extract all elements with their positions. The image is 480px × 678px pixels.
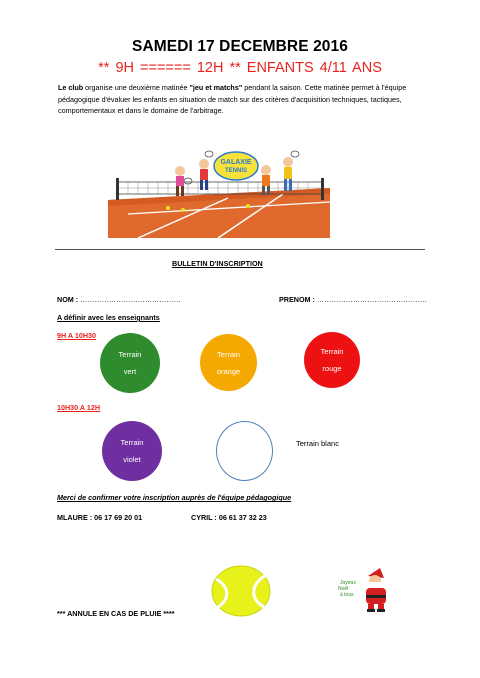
kid-figure-3: [261, 165, 271, 195]
contact-mlaure: MLAURE : 06 17 69 20 01: [57, 513, 143, 522]
court-violet-option[interactable]: [102, 421, 162, 481]
page-title: SAMEDI 17 DECEMBRE 2016: [132, 38, 348, 55]
slot2-time: 10H30 A 12H: [57, 403, 101, 412]
page-subtitle: ** 9H ====== 12H ** ENFANTS 4/11 ANS: [98, 60, 382, 76]
logo-text-line1: GALAXIE: [220, 159, 252, 166]
court-vert-line2: vert: [123, 367, 137, 376]
kid-figure-1: [175, 166, 192, 196]
section-divider: [55, 249, 425, 250]
court-orange-line1: Terrain: [217, 349, 240, 359]
svg-text:Noël: Noël: [338, 586, 349, 592]
court-violet-line2: violet: [123, 455, 141, 464]
court-orange-line2: orange: [216, 366, 241, 376]
bulletin-heading: BULLETIN D'INSCRIPTION: [172, 259, 263, 268]
court-rouge-line1: Terrain: [320, 347, 344, 356]
prenom-field[interactable]: [279, 295, 427, 304]
contact-cyril: CYRIL : 06 61 37 32 23: [191, 513, 267, 522]
kid-figure-2: [199, 151, 213, 190]
tennis-court-illustration: [108, 148, 330, 238]
nom-dots: ……………………………………: [78, 295, 181, 304]
court-blanc-option[interactable]: [216, 421, 273, 481]
court-rouge-line2: rouge: [322, 364, 342, 373]
intro-lead: Le club: [58, 83, 84, 92]
nom-field[interactable]: [57, 295, 181, 304]
kid-figure-4: [283, 151, 299, 191]
confirm-text: Merci de confirmer votre inscription auprès de l'équipe pédagogique: [57, 493, 292, 502]
intro-highlight: "jeu et matchs": [189, 83, 243, 92]
svg-text:Joyeux: Joyeux: [340, 580, 356, 586]
prenom-label: PRENOM :: [279, 295, 315, 304]
intro-paragraph: [58, 82, 430, 117]
svg-text:à tous: à tous: [340, 592, 354, 598]
galaxie-tennis-logo: [214, 152, 258, 180]
rain-cancel-note: *** ANNULE EN CAS DE PLUIE ****: [57, 609, 175, 618]
sessions-heading: A définir avec les enseignants: [57, 313, 160, 322]
court-blanc-label: Terrain blanc: [296, 439, 339, 448]
slot1-time: 9H A 10H30: [57, 331, 97, 340]
tennis-ball-icon: [210, 565, 272, 617]
court-vert-line1: Terrain: [118, 350, 142, 359]
tennis-banner-image: [108, 148, 330, 238]
prenom-dots: ……………………………………….: [314, 295, 427, 304]
court-rouge-option[interactable]: [304, 332, 360, 388]
logo-text-line2: TENNIS: [224, 168, 248, 174]
court-orange-option[interactable]: [200, 334, 257, 391]
court-vert-option[interactable]: [100, 333, 160, 393]
nom-label: NOM :: [57, 295, 79, 304]
intro-text-2: pendant la saison. Cette matinée permet à l'équipe pédagogique d'évaluer les enfants en situation de match sur des critères d'acquisition techniques, tactiques, comportementaux et dans le domaine de l'arbitrage.: [58, 83, 407, 115]
court-violet-line1: Terrain: [120, 438, 144, 447]
intro-text-1: organise une deuxième matinée: [83, 83, 190, 92]
santa-claus-icon: [328, 566, 398, 612]
